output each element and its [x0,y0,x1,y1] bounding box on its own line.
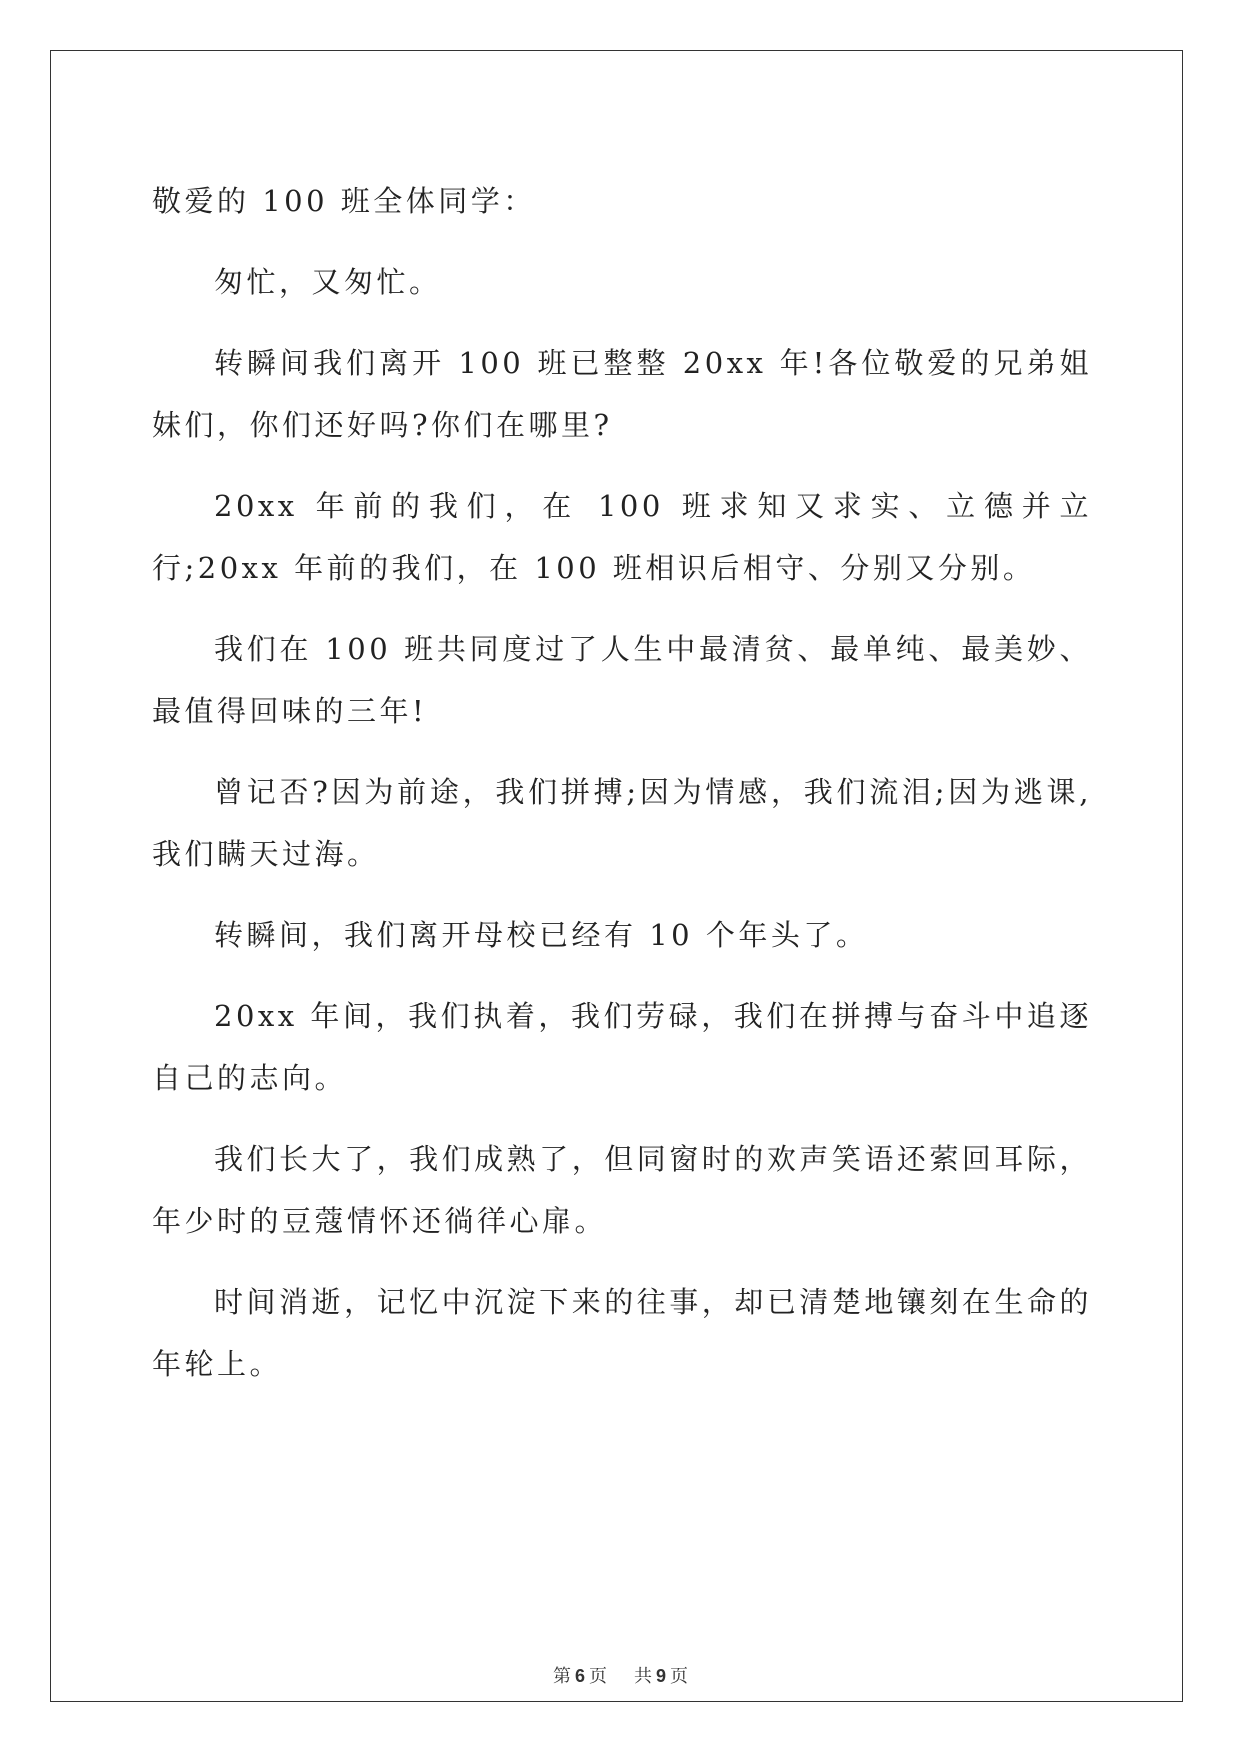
paragraph: 曾记否?因为前途，我们拼搏;因为情感，我们流泪;因为逃课,我们瞒天过海。 [152,775,1092,871]
paragraph: 20xx 年前的我们，在 100 班求知又求实、立德并立行;20xx 年前的我们，在 100 班相识后相守、分别又分别。 [152,489,1092,585]
paragraph: 转瞬间，我们离开母校已经有 10 个年头了。 [214,918,869,952]
page-footer [0,1662,1241,1688]
paragraph: 匆忙，又匆忙。 [214,265,442,299]
total-page-number: 9 [655,1666,666,1686]
paragraph: 20xx 年间，我们执着，我们劳碌，我们在拼搏与奋斗中追逐自己的志向。 [152,999,1092,1095]
footer-total-unit: 页 [669,1666,688,1687]
paragraph: 我们长大了，我们成熟了，但同窗时的欢声笑语还萦回耳际，年少时的豆蔻情怀还徜徉心扉。 [152,1142,1092,1238]
letter-body [152,170,1092,1414]
footer-total-prefix: 共 [633,1666,652,1687]
paragraph: 时间消逝，记忆中沉淀下来的往事，却已清楚地镶刻在生命的年轮上。 [152,1285,1092,1381]
paragraph: 转瞬间我们离开 100 班已整整 20xx 年!各位敬爱的兄弟姐妹们，你们还好吗?你们在哪里? [152,346,1092,442]
paragraph: 我们在 100 班共同度过了人生中最清贫、最单纯、最美妙、最值得回味的三年! [152,632,1092,728]
footer-prefix: 第 [553,1666,572,1687]
footer-page-unit: 页 [589,1666,608,1687]
current-page-number: 6 [575,1666,586,1686]
salutation: 敬爱的 100 班全体同学： [152,184,536,218]
